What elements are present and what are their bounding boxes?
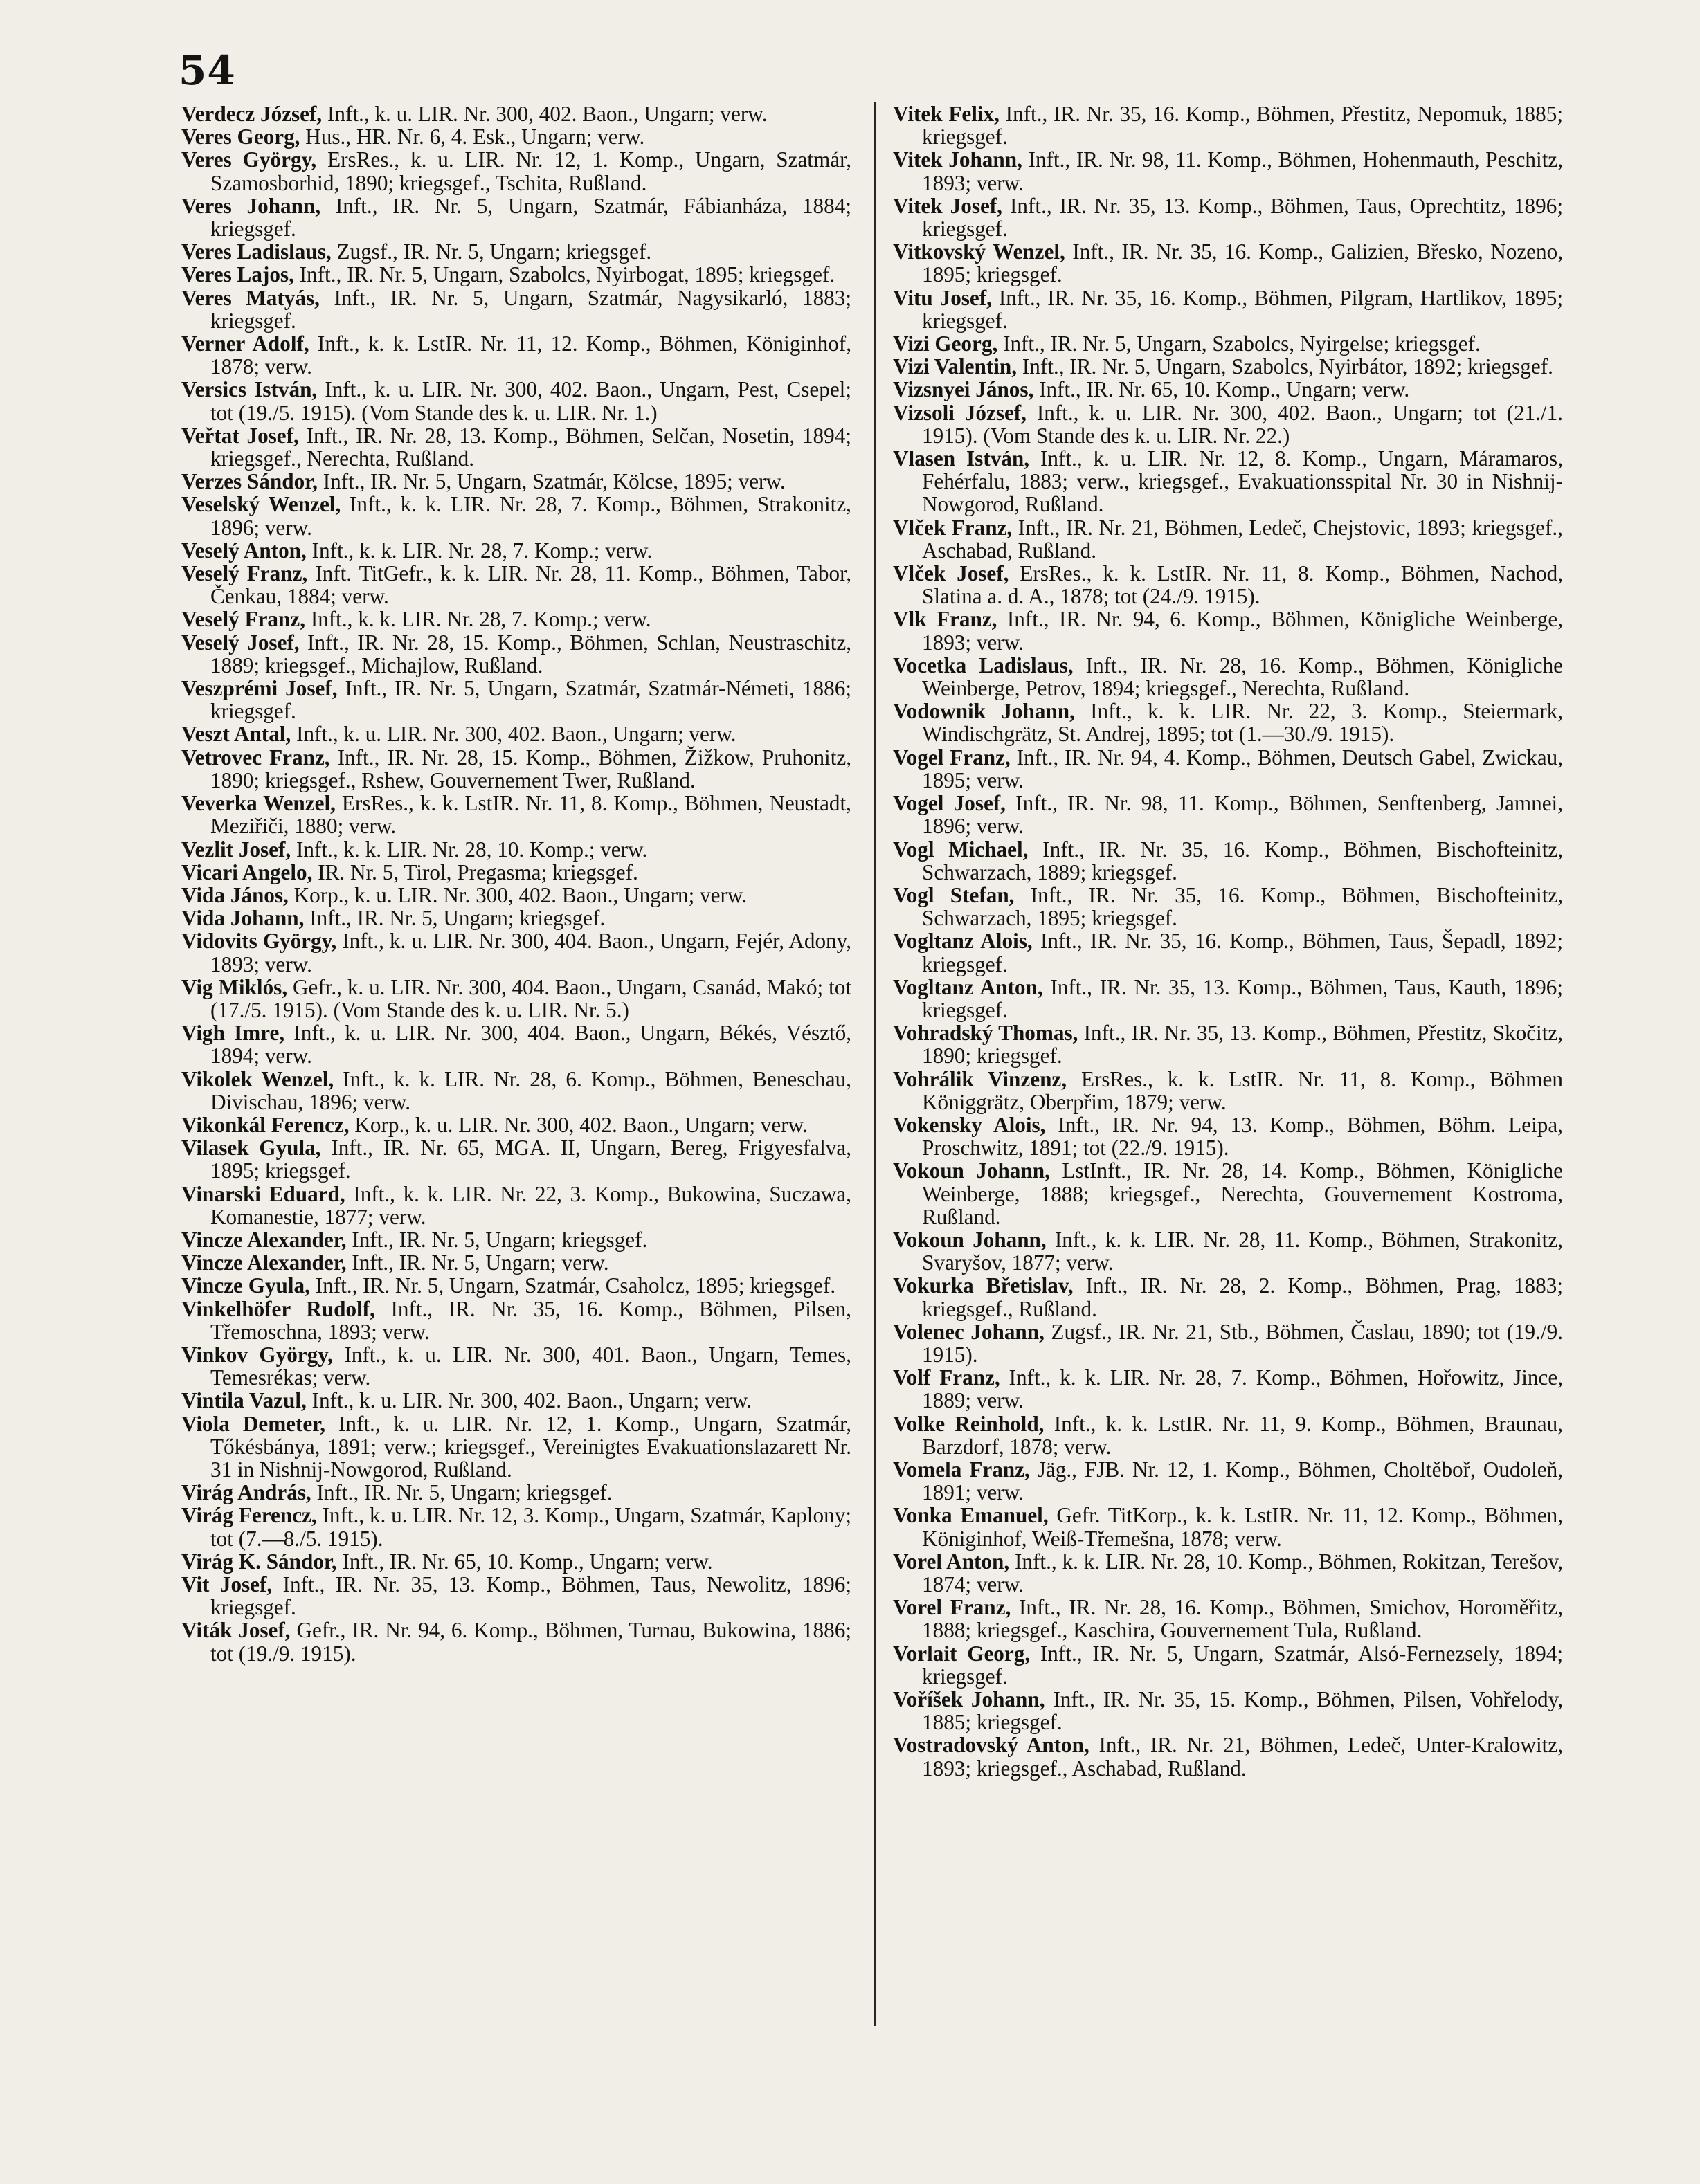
entry-details: Inft., k. k. LstIR. Nr. 11, 9. Komp., Böhmen, Braunau, Barzdorf, 1878; verw.	[922, 1411, 1563, 1459]
entry-details: Inft., IR. Nr. 35, 16. Komp., Böhmen, Pilgram, Hartlikov, 1895; kriegsgef.	[922, 285, 1563, 333]
entry-details: Inft., k. k. LIR. Nr. 28, 10. Komp., Böhmen, Rokitzan, Terešov, 1874; verw.	[922, 1549, 1563, 1596]
entry-name: Vidovits György,	[181, 929, 337, 954]
entry-name: Veselý Franz,	[181, 607, 306, 632]
register-entry	[181, 332, 851, 378]
entry-details: Inft., IR. Nr. 28, 15. Komp., Böhmen, Žižkow, Pruhonitz, 1890; kriegsgef., Rshew, Gouvernement Twer, Rußland.	[210, 745, 852, 792]
register-entry	[893, 1458, 1563, 1504]
entry-details: Inft., IR. Nr. 5, Ungarn, Szatmár, Kölcse, 1895; verw.	[317, 469, 786, 494]
entry-details: Inft., IR. Nr. 35, 15. Komp., Böhmen, Pilsen, Vohřelody, 1885; kriegsgef.	[922, 1687, 1564, 1735]
register-entry	[181, 861, 851, 884]
entry-name: Virág K. Sándor,	[181, 1549, 337, 1574]
entry-name: Vintila Vazul,	[181, 1388, 307, 1413]
register-entry	[181, 1550, 851, 1573]
entry-details: Inft., IR. Nr. 28, 16. Komp., Böhmen, Smichov, Horoměřitz, 1888; kriegsgef., Kaschira, Gouvernement Tula, Rußland.	[922, 1595, 1563, 1643]
entry-name: Veselý Anton,	[181, 538, 307, 563]
register-entry	[181, 539, 851, 562]
entry-name: Vetrovec Franz,	[181, 745, 330, 770]
entry-name: Vostradovský Anton,	[893, 1733, 1089, 1758]
entry-name: Veselský Wenzel,	[181, 492, 341, 517]
register-entry	[893, 608, 1563, 653]
entry-name: Vig Miklós,	[181, 974, 288, 999]
register-entry	[893, 562, 1563, 608]
entry-details: Inft., IR. Nr. 98, 11. Komp., Böhmen, Senftenberg, Jamnei, 1896; verw.	[922, 791, 1564, 839]
entry-details: Gefr., k. u. LIR. Nr. 300, 404. Baon., Ungarn, Csanád, Makó; tot (17./5. 1915). (Vom Stande des k. u. LIR. Nr. 5.)	[210, 974, 851, 1022]
entry-details: Inft., IR. Nr. 35, 16. Komp., Böhmen, Taus, Šepadl, 1892; kriegsgef.	[922, 929, 1563, 976]
entry-details: Korp., k. u. LIR. Nr. 300, 402. Baon., Ungarn; verw.	[349, 1112, 808, 1137]
register-entry	[893, 1412, 1563, 1458]
entry-details: Inft., IR. Nr. 5, Ungarn, Szabolcs, Nyirgelse; kriegsgef.	[997, 331, 1481, 356]
entry-details: Hus., HR. Nr. 6, 4. Esk., Ungarn; verw.	[300, 125, 645, 149]
register-entry	[893, 148, 1563, 194]
entry-details: Inft., k. k. LIR. Nr. 28, 7. Komp.; verw.	[305, 607, 651, 632]
entry-details: Inft., IR. Nr. 65, 10. Komp., Ungarn; verw.	[1033, 377, 1410, 402]
entry-name: Vorel Franz,	[893, 1595, 1011, 1620]
register-entry	[893, 792, 1563, 837]
register-entry	[893, 838, 1563, 884]
entry-details: Inft., IR. Nr. 35, 16. Komp., Böhmen, Bischofteinitz, Schwarzach, 1889; kriegsgef.	[922, 837, 1563, 884]
entry-details: Inft., k. k. LIR. Nr. 28, 6. Komp., Böhmen, Beneschau, Divischau, 1896; verw.	[210, 1066, 851, 1114]
register-entry	[181, 493, 851, 538]
entry-details: Inft., IR. Nr. 5, Ungarn, Szatmár, Csaholcz, 1895; kriegsgef.	[309, 1273, 836, 1298]
register-entry	[893, 332, 1563, 355]
entry-details: Inft., IR. Nr. 5, Ungarn, Szabolcs, Nyirbogat, 1895; kriegsgef.	[293, 262, 835, 287]
entry-name: Vokurka Břetislav,	[893, 1273, 1074, 1298]
entry-details: Inft., k. u. LIR. Nr. 300, 402. Baon., Ungarn; verw.	[322, 102, 768, 126]
entry-name: Veszprémi Josef,	[181, 676, 338, 701]
entry-details: Inft. TitGefr., k. k. LIR. Nr. 28, 11. Komp., Böhmen, Tabor, Čenkau, 1884; verw.	[210, 561, 852, 609]
register-entry	[893, 976, 1563, 1021]
entry-name: Vokoun Johann,	[893, 1227, 1047, 1252]
entry-name: Veres György,	[181, 147, 317, 172]
register-entry	[181, 1298, 851, 1343]
entry-name: Vikonkál Ferencz,	[181, 1112, 350, 1137]
entry-details: Inft., IR. Nr. 35, 16. Komp., Böhmen, Přestitz, Nepomuk, 1885; kriegsgef.	[922, 102, 1563, 149]
entry-details: Zugsf., IR. Nr. 5, Ungarn; kriegsgef.	[331, 239, 652, 264]
entry-name: Vitek Johann,	[893, 147, 1022, 172]
entry-details: Inft., IR. Nr. 28, 2. Komp., Böhmen, Prag, 1883; kriegsgef., Rußland.	[922, 1273, 1564, 1321]
entry-name: Vlasen István,	[893, 446, 1030, 471]
register-entry	[181, 929, 851, 975]
entry-name: Vomela Franz,	[893, 1457, 1030, 1482]
entry-name: Vitek Josef,	[893, 193, 1002, 218]
entry-details: Inft., k. u. LIR. Nr. 300, 404. Baon., Ungarn, Békés, Vésztő, 1894; verw.	[210, 1021, 851, 1068]
register-entry	[893, 378, 1563, 401]
entry-details: Inft., k. u. LIR. Nr. 300, 402. Baon., Ungarn; verw.	[291, 722, 736, 747]
register-entry	[181, 378, 851, 424]
register-entry	[181, 1504, 851, 1549]
entry-details: Inft., IR. Nr. 35, 16. Komp., Galizien, Břesko, Nozeno, 1895; kriegsgef.	[922, 239, 1564, 287]
register-entry	[181, 1068, 851, 1113]
entry-name: Vlk Franz,	[893, 607, 997, 632]
register-entry	[893, 1504, 1563, 1549]
entry-details: Inft., IR. Nr. 35, 13. Komp., Böhmen, Přestitz, Skočitz, 1890; kriegsgef.	[922, 1021, 1564, 1068]
entry-details: Inft., IR. Nr. 94, 13. Komp., Böhmen, Böhm. Leipa, Proschwitz, 1891; tot (22./9. 1915).	[922, 1112, 1563, 1161]
register-entry	[181, 286, 851, 332]
register-entry	[181, 1389, 851, 1412]
entry-details: Inft., IR. Nr. 35, 16. Komp., Böhmen, Pilsen, Třemoschna, 1893; verw.	[210, 1296, 851, 1344]
register-entry	[181, 1619, 851, 1664]
entry-name: Vogltanz Anton,	[893, 974, 1043, 999]
entry-details: Inft., k. k. LIR. Nr. 28, 7. Komp., Böhmen, Hořowitz, Jince, 1889; verw.	[922, 1365, 1563, 1413]
entry-details: Inft., IR. Nr. 5, Ungarn, Szabolcs, Nyirbátor, 1892; kriegsgef.	[1017, 354, 1553, 379]
register-entry	[893, 1228, 1563, 1274]
register-entry	[181, 1183, 851, 1228]
entry-name: Veszt Antal,	[181, 722, 291, 747]
entry-name: Veres Lajos,	[181, 262, 294, 287]
register-entry	[893, 1688, 1563, 1733]
entry-name: Veres Georg,	[181, 125, 300, 149]
entry-details: Gefr., IR. Nr. 94, 6. Komp., Böhmen, Turnau, Bukowina, 1886; tot (19./9. 1915).	[210, 1618, 851, 1666]
entry-name: Vikolek Wenzel,	[181, 1066, 334, 1091]
register-entry	[181, 722, 851, 745]
entry-details: Korp., k. u. LIR. Nr. 300, 402. Baon., Ungarn; verw.	[288, 882, 748, 907]
entry-details: Inft., IR. Nr. 5, Ungarn; kriegsgef.	[346, 1227, 648, 1252]
register-entry	[181, 1481, 851, 1504]
register-entry	[893, 194, 1563, 240]
entry-details: Inft., IR. Nr. 21, Böhmen, Ledeč, Unter-Kralowitz, 1893; kriegsgef., Aschabad, Rußland.	[922, 1733, 1563, 1781]
entry-name: Vezlit Josef,	[181, 837, 291, 862]
entry-name: Vida Johann,	[181, 906, 305, 931]
entry-details: IR. Nr. 5, Tirol, Pregasma; kriegsgef.	[312, 859, 638, 884]
entry-name: Vlček Franz,	[893, 515, 1013, 540]
register-entry	[181, 1274, 851, 1297]
register-entry	[893, 1068, 1563, 1113]
bottom-margin	[0, 2048, 1700, 2184]
entry-name: Veselý Josef,	[181, 630, 300, 655]
entry-name: Vit Josef,	[181, 1572, 273, 1596]
register-entry	[181, 1228, 851, 1251]
entry-name: Vodownik Johann,	[893, 699, 1075, 724]
entry-details: Inft., k. k. LIR. Nr. 28, 10. Komp.; verw.	[291, 837, 648, 862]
entry-name: Vinkov György,	[181, 1342, 333, 1367]
entry-name: Vizsnyei János,	[893, 377, 1034, 402]
entry-name: Veřtat Josef,	[181, 423, 299, 448]
entry-details: Inft., k. k. LIR. Nr. 28, 7. Komp.; verw.	[306, 538, 653, 563]
entry-details: Inft., k. k. LIR. Nr. 22, 3. Komp., Steiermark, Windischgrätz, St. Andrej, 1895; tot (1.—30./9. 1915).	[922, 699, 1564, 747]
register-entry	[893, 884, 1563, 929]
column-divider	[874, 102, 876, 2026]
register-entry	[181, 838, 851, 861]
entry-name: Vonka Emanuel,	[893, 1503, 1049, 1528]
entry-name: Vogl Michael,	[893, 837, 1029, 862]
entry-name: Vizi Georg,	[893, 331, 998, 356]
register-entry	[181, 1412, 851, 1482]
entry-details: LstInft., IR. Nr. 28, 14. Komp., Böhmen, Königliche Weinberge, 1888; kriegsgef., Nerechta, Gouvernement Kostroma, Rußland.	[922, 1158, 1563, 1229]
entry-name: Vorel Anton,	[893, 1549, 1010, 1574]
entry-name: Vinkelhöfer Rudolf,	[181, 1296, 375, 1321]
register-entry	[181, 907, 851, 929]
register-entry	[181, 148, 851, 194]
register-entry	[893, 240, 1563, 286]
left-column	[181, 102, 851, 1665]
register-entry	[181, 1343, 851, 1389]
register-entry	[181, 424, 851, 470]
entry-name: Vida János,	[181, 882, 289, 907]
register-entry	[893, 746, 1563, 792]
entry-name: Volke Reinhold,	[893, 1411, 1045, 1436]
entry-name: Vlček Josef,	[893, 561, 1009, 586]
entry-details: Zugsf., IR. Nr. 21, Stb., Böhmen, Časlau, 1890; tot (19./9. 1915).	[922, 1319, 1563, 1367]
entry-details: Inft., k. u. LIR. Nr. 12, 1. Komp., Ungarn, Szatmár, Tőkésbánya, 1891; verw.; kriegsgef., Vereinigtes Evakuationslazarett Nr. 31 in Nishnij-Nowgorod, Rußland.	[210, 1411, 851, 1482]
entry-details: ErsRes., k. u. LIR. Nr. 12, 1. Komp., Ungarn, Szatmár, Szamosborhid, 1890; kriegsgef., Tschita, Rußland.	[210, 147, 851, 195]
register-entry	[181, 792, 851, 837]
entry-details: Inft., IR. Nr. 5, Ungarn, Szatmár, Alsó-Fernezsely, 1894; kriegsgef.	[922, 1641, 1563, 1689]
entry-details: Inft., IR. Nr. 5, Ungarn; kriegsgef.	[304, 906, 606, 931]
register-entry	[181, 240, 851, 263]
entry-details: Inft., IR. Nr. 28, 16. Komp., Böhmen, Königliche Weinberge, Petrov, 1894; kriegsgef., Nerechta, Rußland.	[922, 653, 1564, 701]
register-entry	[893, 1113, 1563, 1159]
entry-name: Volenec Johann,	[893, 1319, 1045, 1344]
entry-name: Vincze Gyula,	[181, 1273, 310, 1298]
entry-details: Inft., IR. Nr. 94, 6. Komp., Böhmen, Königliche Weinberge, 1893; verw.	[922, 607, 1563, 655]
entry-name: Virág Ferencz,	[181, 1503, 317, 1528]
page-number: 54	[179, 47, 236, 94]
register-entry	[893, 355, 1563, 378]
register-entry	[893, 401, 1563, 447]
entry-details: Inft., IR. Nr. 65, 10. Komp., Ungarn; verw.	[336, 1549, 713, 1574]
register-entry	[893, 1320, 1563, 1366]
entry-details: Inft., k. k. LstIR. Nr. 11, 12. Komp., Böhmen, Königinhof, 1878; verw.	[210, 331, 851, 379]
register-entry	[893, 1642, 1563, 1688]
entry-details: ErsRes., k. k. LstIR. Nr. 11, 8. Komp., Böhmen, Nachod, Slatina a. d. A., 1878; tot (24./9. 1915).	[922, 561, 1563, 609]
register-entry	[181, 1021, 851, 1067]
entry-details: Inft., k. u. LIR. Nr. 300, 402. Baon., Ungarn; tot (21./1. 1915). (Vom Stande des k. u. LIR. Nr. 22.)	[922, 400, 1563, 448]
entry-details: Inft., IR. Nr. 5, Ungarn; kriegsgef.	[311, 1480, 613, 1505]
entry-details: Gefr. TitKorp., k. k. LstIR. Nr. 11, 12. Komp., Böhmen, Königinhof, Weiß-Třemešna, 1878; verw.	[922, 1503, 1564, 1551]
entry-name: Vitek Felix,	[893, 102, 1000, 126]
entry-details: Inft., IR. Nr. 28, 13. Komp., Böhmen, Selčan, Nosetin, 1894; kriegsgef., Nerechta, Rußland.	[210, 423, 852, 471]
entry-name: Viola Demeter,	[181, 1411, 326, 1436]
register-entry	[181, 1113, 851, 1136]
entry-details: Inft., IR. Nr. 35, 13. Komp., Böhmen, Taus, Newolitz, 1896; kriegsgef.	[210, 1572, 851, 1620]
register-entry	[181, 1573, 851, 1619]
entry-details: Inft., k. u. LIR. Nr. 12, 8. Komp., Ungarn, Máramaros, Fehérfalu, 1883; verw., kriegsgef., Evakuationsspital Nr. 30 in Nishnij-Nowgorod, Rußland.	[922, 446, 1563, 517]
entry-name: Veselý Franz,	[181, 561, 308, 586]
register-entry	[893, 1274, 1563, 1320]
entry-name: Virág András,	[181, 1480, 311, 1505]
entry-details: Inft., k. u. LIR. Nr. 12, 3. Komp., Ungarn, Szatmár, Kaplony; tot (7.—8./5. 1915).	[210, 1503, 851, 1551]
entry-details: Inft., IR. Nr. 5, Ungarn, Szatmár, Nagysikarló, 1883; kriegsgef.	[210, 285, 852, 333]
entry-details: Inft., IR. Nr. 35, 16. Komp., Böhmen, Bischofteinitz, Schwarzach, 1895; kriegsgef.	[922, 882, 1563, 931]
entry-details: Inft., k. u. LIR. Nr. 300, 401. Baon., Ungarn, Temes, Temesrékas; verw.	[210, 1342, 851, 1390]
entry-name: Vogel Josef,	[893, 791, 1006, 816]
register-entry	[181, 125, 851, 148]
entry-name: Vizsoli József,	[893, 400, 1027, 425]
register-entry	[181, 976, 851, 1021]
entry-name: Vorlait Georg,	[893, 1641, 1031, 1666]
entry-details: Inft., k. u. LIR. Nr. 300, 402. Baon., Ungarn, Pest, Csepel; tot (19./5. 1915). (Vom Stande des k. u. LIR. Nr. 1.)	[210, 377, 851, 425]
register-entry	[893, 1550, 1563, 1596]
register-entry	[181, 1136, 851, 1182]
entry-details: Inft., k. u. LIR. Nr. 300, 404. Baon., Ungarn, Fejér, Adony, 1893; verw.	[210, 929, 851, 976]
entry-name: Veres Johann,	[181, 193, 321, 218]
entry-name: Verzes Sándor,	[181, 469, 318, 494]
entry-name: Vohrálik Vinzenz,	[893, 1066, 1067, 1091]
register-entry	[181, 631, 851, 677]
entry-details: Inft., k. k. LIR. Nr. 28, 7. Komp., Böhmen, Strakonitz, 1896; verw.	[210, 492, 851, 540]
entry-name: Versics István,	[181, 377, 318, 402]
register-entry	[181, 1251, 851, 1274]
entry-details: Inft., IR. Nr. 65, MGA. II, Ungarn, Bereg, Frigyesfalva, 1895; kriegsgef.	[210, 1136, 852, 1183]
register-entry	[181, 746, 851, 792]
register-entry	[893, 516, 1563, 562]
entry-name: Vigh Imre,	[181, 1021, 285, 1046]
register-entry	[893, 1596, 1563, 1641]
entry-details: Inft., IR. Nr. 5, Ungarn; verw.	[346, 1250, 609, 1275]
entry-details: Jäg., FJB. Nr. 12, 1. Komp., Böhmen, Choltěboř, Oudoleň, 1891; verw.	[922, 1457, 1563, 1505]
entry-name: Verdecz József,	[181, 102, 323, 126]
register-entry	[181, 470, 851, 493]
register-entry	[181, 884, 851, 907]
entry-name: Vohradský Thomas,	[893, 1021, 1078, 1046]
entry-name: Veres Ladislaus,	[181, 239, 332, 264]
register-entry	[893, 102, 1563, 148]
entry-name: Vinarski Eduard,	[181, 1181, 345, 1206]
entry-name: Veres Matyás,	[181, 285, 320, 310]
entry-details: Inft., IR. Nr. 5, Ungarn, Szatmár, Fábianháza, 1884; kriegsgef.	[210, 193, 851, 242]
entry-name: Vogel Franz,	[893, 745, 1011, 770]
entry-details: Inft., IR. Nr. 98, 11. Komp., Böhmen, Hohenmauth, Peschitz, 1893; verw.	[922, 147, 1563, 195]
entry-details: Inft., k. k. LIR. Nr. 22, 3. Komp., Bukowina, Suczawa, Komanestie, 1877; verw.	[210, 1181, 852, 1229]
entry-name: Vincze Alexander,	[181, 1250, 347, 1275]
right-column	[893, 102, 1563, 1780]
entry-details: Inft., IR. Nr. 28, 15. Komp., Böhmen, Schlan, Neustraschitz, 1889; kriegsgef., Michajlow, Rußland.	[210, 630, 851, 677]
entry-details: Inft., IR. Nr. 5, Ungarn, Szatmár, Szatmár-Németi, 1886; kriegsgef.	[210, 676, 851, 724]
entry-name: Vicari Angelo,	[181, 859, 313, 884]
register-entry	[893, 1366, 1563, 1412]
register-entry	[181, 562, 851, 608]
register-entry	[893, 700, 1563, 745]
entry-details: Inft., k. k. LIR. Nr. 28, 11. Komp., Böhmen, Strakonitz, Svaryšov, 1877; verw.	[922, 1227, 1563, 1275]
entry-name: Vitu Josef,	[893, 285, 992, 310]
entry-details: Inft., IR. Nr. 94, 4. Komp., Böhmen, Deutsch Gabel, Zwickau, 1895; verw.	[922, 745, 1563, 792]
entry-name: Vizi Valentin,	[893, 354, 1018, 379]
entry-details: Inft., IR. Nr. 35, 13. Komp., Böhmen, Taus, Oprechtitz, 1896; kriegsgef.	[922, 193, 1563, 242]
entry-name: Viták Josef,	[181, 1618, 291, 1643]
entry-name: Vocetka Ladislaus,	[893, 653, 1074, 677]
register-entry	[893, 447, 1563, 516]
register-entry	[181, 608, 851, 630]
entry-name: Vilasek Gyula,	[181, 1136, 321, 1161]
entry-name: Vogl Stefan,	[893, 882, 1015, 907]
register-entry	[893, 1159, 1563, 1228]
entry-details: Inft., IR. Nr. 21, Böhmen, Ledeč, Chejstovic, 1893; kriegsgef., Aschabad, Rußland.	[922, 515, 1563, 563]
register-entry	[893, 1733, 1563, 1779]
register-entry	[181, 194, 851, 240]
entry-name: Voříšek Johann,	[893, 1687, 1045, 1712]
register-entry	[893, 1021, 1563, 1067]
entry-name: Vitkovský Wenzel,	[893, 239, 1065, 264]
entry-details: Inft., IR. Nr. 35, 13. Komp., Böhmen, Taus, Kauth, 1896; kriegsgef.	[922, 974, 1563, 1022]
entry-details: ErsRes., k. k. LstIR. Nr. 11, 8. Komp., Böhmen Königgrätz, Oberpřim, 1879; verw.	[922, 1066, 1563, 1114]
register-entry	[181, 677, 851, 722]
entry-name: Vincze Alexander,	[181, 1227, 347, 1252]
entry-name: Verner Adolf,	[181, 331, 309, 356]
register-entry	[181, 102, 851, 125]
register-entry	[893, 654, 1563, 700]
register-entry	[893, 286, 1563, 332]
entry-details: Inft., k. u. LIR. Nr. 300, 402. Baon., Ungarn; verw.	[306, 1388, 752, 1413]
entry-details: ErsRes., k. k. LstIR. Nr. 11, 8. Komp., Böhmen, Neustadt, Meziřiči, 1880; verw.	[210, 791, 851, 839]
register-entry	[893, 929, 1563, 975]
entry-name: Vokensky Alois,	[893, 1112, 1046, 1137]
entry-name: Veverka Wenzel,	[181, 791, 336, 816]
entry-name: Vokoun Johann,	[893, 1158, 1050, 1183]
entry-name: Vogltanz Alois,	[893, 929, 1033, 954]
register-entry	[181, 263, 851, 286]
entry-name: Volf Franz,	[893, 1365, 1000, 1390]
